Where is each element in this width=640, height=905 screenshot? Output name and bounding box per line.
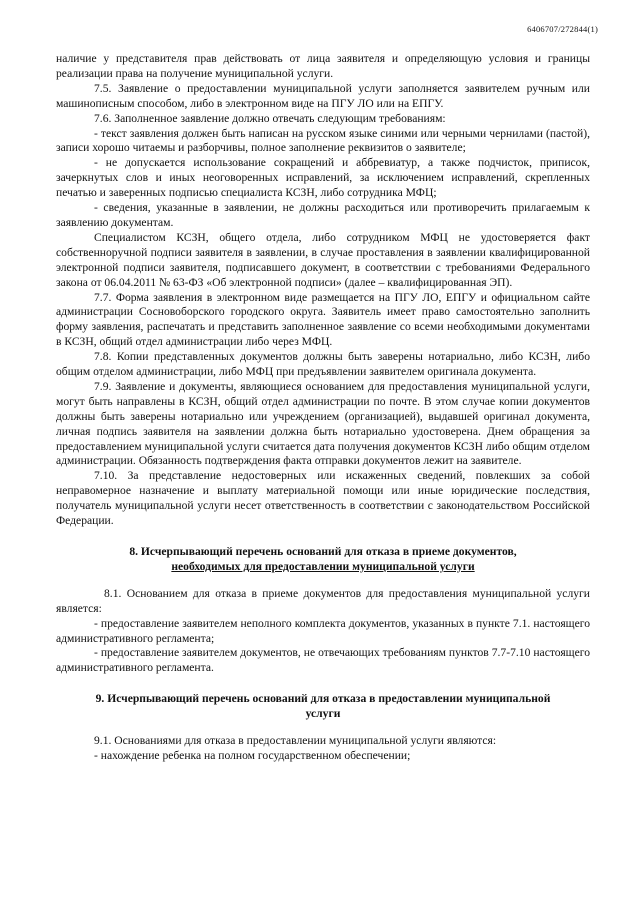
paragraph-signature: Специалистом КСЗН, общего отдела, либо сотрудником МФЦ не удостоверяется факт собственноручной подписи заявителя в заявлении, в случае проставления в заявлении квалифицированной электронной подписи заявителя, подписавшего документ, в соответствии с требованиями Федерального закона от 06.04.2011 № 63-ФЗ «Об электронной подписи» (далее – квалифицированная ЭП). [56, 230, 590, 289]
paragraph-representative: наличие у представителя прав действовать от лица заявителя и определяющую условия и границы реализации права на получение муниципальной услуги. [56, 52, 590, 80]
list-item-incomplete: - предоставление заявителем неполного комплекта документов, указанных в пункте 7.1. настоящего административного регламента; [56, 616, 590, 645]
document-body [56, 52, 590, 764]
paragraph-7-7: 7.7. Форма заявления в электронном виде размещается на ПГУ ЛО, ЕПГУ и официальном сайте администрации Сосновоборского городского округа. Заявитель имеет право самостоятельно заполнить форму заявления, распечатать и представить заполненное заявление со всеми необходимыми документами в КСЗН, общий отдел администрации либо через МФЦ. [56, 290, 590, 349]
section-9-title-line1: 9. Исчерпывающий перечень оснований для отказа в предоставлении муниципальной [95, 692, 551, 706]
paragraph-7-5: 7.5. Заявление о предоставлении муниципальной услуги заполняется заявителем ручным или машинописным способом, либо в электронном виде на ПГУ ЛО или на ЕПГУ. [56, 81, 590, 110]
section-8-heading [56, 545, 590, 575]
paragraph-7-9: 7.9. Заявление и документы, являющиеся основанием для предоставления муниципальной услуги, могут быть направлены в КСЗН, общий отдел администрации по почте. В этом случае копии документов должны быть заверены нотариально или учреждением (организацией), выдавшей оригинал документа, личная подпись заявителя на заявлении должна быть нотариально удостоверена. Днем обращения за предоставлением муниципальной услуги считается дата получения документов КСЗН либо общим отделом администрации. Обязанность подтверждения факта отправки документов лежит на заявителе. [56, 379, 590, 468]
paragraph-8-1: 8.1. Основанием для отказа в приеме документов для предоставления муниципальной услуги является: [56, 586, 590, 615]
paragraph-7-6: 7.6. Заполненное заявление должно отвечать следующим требованиям: [94, 111, 446, 125]
list-item-abbreviations: - не допускается использование сокращений и аббревиатур, а также подчисток, приписок, зачеркнутых слов и иных неоговоренных исправлений, за исключением исправлений, скрепленных печатью и заверенных подписью специалиста КСЗН, либо сотрудника МФЦ; [56, 156, 590, 200]
list-item-language: - текст заявления должен быть написан на русском языке синими или черными чернилами (пастой), записи хорошо читаемы и разборчивы, полное заполнение реквизитов о заявителе; [56, 126, 590, 155]
list-item-nonconforming: - предоставление заявителем документов, не отвечающих требованиям пунктов 7.7-7.10 настоящего административного регламента. [56, 646, 590, 675]
section-8-title-line1: 8. Исчерпывающий перечень оснований для отказа в приеме документов, [129, 545, 517, 558]
paragraph-7-8: 7.8. Копии представленных документов должны быть заверены нотариально, либо КСЗН, либо общим отделом администрации, либо МФЦ при предъявлении заявителем оригинала документа. [56, 350, 590, 379]
section-9-title-line2: услуги [305, 707, 341, 721]
paragraph-7-10: 7.10. За представление недостоверных или искаженных сведений, повлекших за собой неправомерное назначение и выплату материальной помощи или иные юридические последствия, получатель муниципальной услуги несет ответственность в соответствии с законодательством Российской Федерации. [56, 469, 590, 528]
document-id: 6406707/272844(1) [527, 24, 598, 34]
section-9-heading [56, 692, 590, 722]
section-8-title-line2: необходимых для предоставлении муниципальной услуги [171, 559, 475, 573]
paragraph-9-1: 9.1. Основаниями для отказа в предоставлении муниципальной услуги являются: [94, 734, 497, 748]
list-item-consistency: - сведения, указанные в заявлении, не должны расходиться или противоречить прилагаемым к заявлению документам. [56, 201, 590, 229]
list-item-state-support: - нахождение ребенка на полном государственном обеспечении; [94, 748, 411, 762]
